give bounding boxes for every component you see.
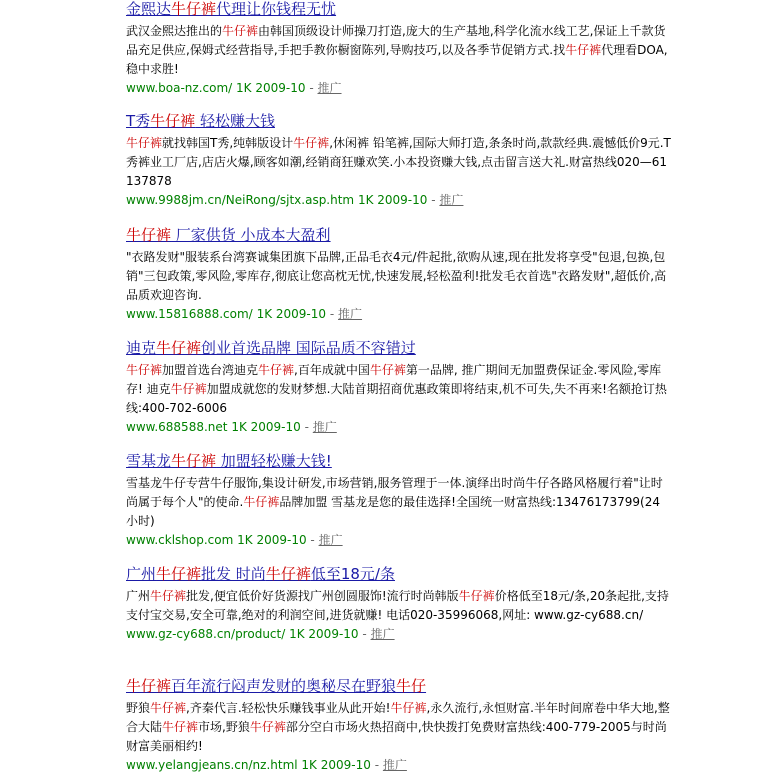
- result-item: [126, 677, 671, 775]
- desc-text: 第一品牌, 推广期间无加盟费保证金.零风险,零库存! 迪克: [126, 363, 662, 396]
- result-description: [126, 474, 671, 531]
- result-url: www.15816888.com/: [126, 307, 253, 321]
- result-item: [126, 0, 671, 98]
- title-keyword: 牛仔裤: [126, 677, 172, 695]
- result-description: [126, 361, 671, 418]
- title-text: 加盟轻松赚大钱!: [216, 452, 332, 470]
- result-item: [126, 565, 671, 644]
- desc-text: 加盟首选台湾迪克: [162, 363, 259, 377]
- title-keyword: 牛仔裤: [171, 452, 217, 470]
- promo-link[interactable]: 推广: [338, 307, 363, 321]
- desc-text: ,百年成就中国: [294, 363, 370, 377]
- result-meta: [126, 625, 671, 644]
- result-size-date: 1K 2009-10: [256, 307, 327, 321]
- meta-separator: -: [304, 420, 309, 434]
- desc-keyword: 牛仔裤: [162, 720, 199, 734]
- desc-text: 代理看DOA,稳中求胜!: [126, 43, 668, 76]
- promo-link[interactable]: 推广: [370, 627, 395, 641]
- result-url: www.cklshop.com: [126, 533, 234, 547]
- desc-text: 品牌加盟 雪基龙是您的最佳选择!全国统一财富热线:13476173799(24小时): [126, 495, 660, 528]
- desc-keyword: 牛仔裤: [126, 363, 163, 377]
- desc-text: 就找韩国T秀,纯韩版设计: [162, 136, 294, 150]
- desc-text: 批发,便宜低价好货源找广州创圆服饰!流行时尚韩版: [186, 589, 459, 603]
- result-url: www.boa-nz.com/: [126, 81, 233, 95]
- result-item: [126, 452, 671, 550]
- desc-keyword: 牛仔裤: [243, 495, 280, 509]
- desc-text: 由韩国顶级设计师操刀打造,庞大的生产基地,科学化流水线工艺,保证上千款货品充足供应,保姆式经营指导,手把手教你橱窗陈列,导购技巧,以及各季节促销方式.找: [126, 24, 666, 57]
- promo-link[interactable]: 推广: [439, 193, 464, 207]
- title-text: 低至18元/条: [310, 565, 395, 583]
- result-item: [126, 339, 671, 437]
- title-text: 迪克: [126, 339, 157, 357]
- result-meta: [126, 79, 671, 98]
- result-size-date: 1K 2009-10: [301, 758, 371, 772]
- desc-keyword: 牛仔裤: [222, 24, 259, 38]
- result-url: www.688588.net: [126, 420, 228, 434]
- result-description: [126, 134, 671, 191]
- result-size-date: 1K 2009-10: [237, 533, 307, 547]
- title-text: 代理让你钱程无忧: [216, 0, 337, 18]
- promo-link[interactable]: 推广: [317, 81, 342, 95]
- desc-text: ,休闲裤 铅笔裤,国际大师打造,条条时尚,款款经典.震憾低价9元.T秀裤业工厂店,店店火爆,顾客如潮,经销商狂赚欢笑.小本投资赚大钱,点击留言送大礼.财富热线020—61137878: [126, 136, 671, 188]
- desc-text: ,永久流行,永恒财富.半年时间席卷中华大地,整合大陆: [126, 701, 670, 734]
- result-title-link[interactable]: [126, 0, 671, 18]
- result-size-date: 1K 2009-10: [357, 193, 428, 207]
- desc-keyword: 牛仔裤: [126, 136, 163, 150]
- result-url: www.gz-cy688.cn/product/: [126, 627, 286, 641]
- desc-text: 广州: [126, 589, 151, 603]
- promo-link[interactable]: 推广: [382, 758, 407, 772]
- promo-link[interactable]: 推广: [312, 420, 337, 434]
- result-title-link[interactable]: [126, 226, 671, 244]
- desc-text: 价格低至18元/条,20条起批,支持支付宝交易,安全可靠,绝对的利润空间,进货就赚! 电话020-35996068,网址: www.gz-cy688.cn/: [126, 589, 669, 622]
- title-text: 厂家供货 小成本大盈利: [171, 226, 331, 244]
- result-url: www.9988jm.cn/NeiRong/sjtx.asp.htm: [126, 193, 355, 207]
- result-meta: [126, 531, 671, 550]
- desc-keyword: 牛仔裤: [150, 589, 187, 603]
- meta-separator: -: [374, 758, 380, 772]
- title-text: 雪基龙: [126, 452, 172, 470]
- desc-text: 加盟成就您的发财梦想.大陆首期招商优惠政策即将结束,机不可失,失不再来!名额抢订热线:400-702-6006: [126, 382, 667, 415]
- result-title-link[interactable]: [126, 452, 671, 470]
- title-text: 批发 时尚: [201, 565, 266, 583]
- meta-separator: -: [362, 627, 367, 641]
- result-description: [126, 22, 671, 79]
- result-size-date: 1K 2009-10: [289, 627, 359, 641]
- desc-text: ,齐秦代言.轻松快乐赚钱事业从此开始!: [186, 701, 391, 715]
- result-description: [126, 248, 671, 305]
- desc-keyword: 牛仔裤: [293, 136, 330, 150]
- title-keyword: 牛仔: [396, 677, 427, 695]
- desc-keyword: 牛仔裤: [150, 701, 187, 715]
- desc-text: 部分空白市场火热招商中,快快拨打免费财富热线:400-779-2005与时尚财富美丽相约!: [126, 720, 667, 753]
- result-size-date: 1K 2009-10: [231, 420, 301, 434]
- desc-keyword: 牛仔裤: [249, 720, 286, 734]
- result-meta: [126, 191, 671, 210]
- result-url: www.yelangjeans.cn/nz.html: [126, 758, 298, 772]
- title-text: 百年流行闷声发财的奥秘尽在野狼: [171, 677, 397, 695]
- title-text: T秀: [126, 112, 151, 130]
- meta-separator: -: [309, 81, 314, 95]
- title-keyword: 牛仔裤: [156, 339, 202, 357]
- title-keyword: 牛仔裤: [265, 565, 311, 583]
- desc-keyword: 牛仔裤: [170, 382, 207, 396]
- result-description: [126, 587, 671, 625]
- promo-link[interactable]: 推广: [318, 533, 343, 547]
- desc-keyword: 牛仔裤: [458, 589, 495, 603]
- result-title-link[interactable]: [126, 677, 671, 695]
- title-keyword: 牛仔裤: [126, 226, 172, 244]
- title-text: 创业首选品牌 国际品质不容错过: [201, 339, 416, 357]
- desc-text: 武汉金熙达推出的: [126, 24, 223, 38]
- title-keyword: 牛仔裤: [156, 565, 202, 583]
- result-title-link[interactable]: [126, 565, 671, 583]
- desc-text: 野狼: [126, 701, 151, 715]
- desc-keyword: 牛仔裤: [390, 701, 427, 715]
- title-text: 广州: [126, 565, 157, 583]
- result-title-link[interactable]: [126, 112, 671, 130]
- result-meta: [126, 305, 671, 324]
- desc-text: 市场,野狼: [198, 720, 250, 734]
- meta-separator: -: [329, 307, 335, 321]
- result-size-date: 1K 2009-10: [236, 81, 306, 95]
- title-keyword: 牛仔裤: [171, 0, 217, 18]
- title-text: 轻松赚大钱: [195, 112, 275, 130]
- result-meta: [126, 418, 671, 437]
- title-text: 金熙达: [126, 0, 172, 18]
- desc-keyword: 牛仔裤: [369, 363, 406, 377]
- desc-text: 雪基龙牛仔专营牛仔服饰,集设计研发,市场营销,服务管理于一体.演绎出时尚牛仔各路风格履行着"让时尚属于每个人"的使命.: [126, 476, 663, 509]
- meta-separator: -: [310, 533, 315, 547]
- result-item: [126, 112, 671, 210]
- desc-keyword: 牛仔裤: [258, 363, 295, 377]
- result-meta: [126, 756, 671, 775]
- title-keyword: 牛仔裤: [150, 112, 196, 130]
- desc-text: "衣路发财"服装系台湾赛诚集团旗下品牌,正品毛衣4元/件起批,欲购从速,现在批发将享受"包退,包换,包销"三包政策,零风险,零库存,彻底让您高枕无忧,快速发展,轻松盈利!批发毛衣首选"衣路发财",超低价,高品质欢迎咨询.: [126, 250, 667, 302]
- desc-keyword: 牛仔裤: [565, 43, 602, 57]
- result-item: [126, 226, 671, 324]
- result-description: [126, 699, 671, 756]
- meta-separator: -: [431, 193, 436, 207]
- result-title-link[interactable]: [126, 339, 671, 357]
